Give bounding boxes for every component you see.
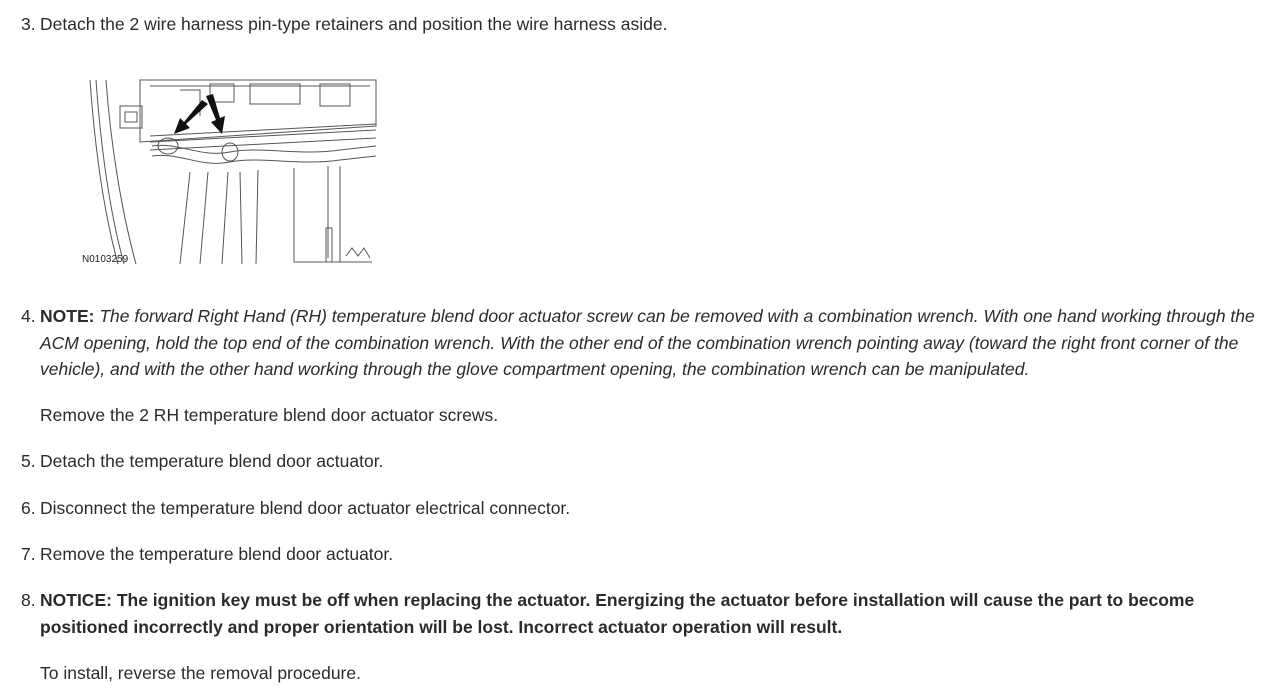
step-number: 8.	[21, 590, 36, 610]
step-text: Detach the 2 wire harness pin-type retainers and position the wire harness aside.	[40, 14, 668, 34]
step-text: To install, reverse the removal procedure.	[40, 663, 361, 683]
step-text: Remove the 2 RH temperature blend door actuator screws.	[40, 405, 499, 425]
step-text: Detach the temperature blend door actuator.	[40, 451, 384, 471]
figure-id: N0103259	[82, 254, 129, 265]
notice-label: NOTICE:	[40, 590, 112, 610]
note-paragraph	[40, 303, 1268, 383]
note-label: NOTE:	[40, 306, 95, 326]
note-text: The forward Right Hand (RH) temperature blend door actuator screw can be removed with a combination wrench. With one hand working through the ACM opening, hold the top end of the combination wrench. With the other end of the combination wrench pointing away (toward the right front corner of the vehicle), and with the other hand working through the glove compartment opening, the combination wrench can be manipulated.	[40, 306, 1255, 379]
step-number: 3.	[21, 14, 36, 34]
step-text: Disconnect the temperature blend door actuator electrical connector.	[40, 498, 571, 518]
notice-text: The ignition key must be off when replacing the actuator. Energizing the actuator before installation will cause the part to become positioned incorrectly and proper orientation will be lost. Incorrect actuator operation will result.	[40, 590, 1195, 637]
wire-harness-illustration	[80, 76, 380, 268]
line-drawing	[80, 76, 380, 268]
step-number: 6.	[21, 498, 36, 518]
step-number: 5.	[21, 451, 36, 471]
notice-paragraph	[40, 587, 1268, 640]
step-number: 7.	[21, 544, 36, 564]
step-text: Remove the temperature blend door actuator.	[40, 544, 394, 564]
step-number: 4.	[21, 306, 36, 326]
